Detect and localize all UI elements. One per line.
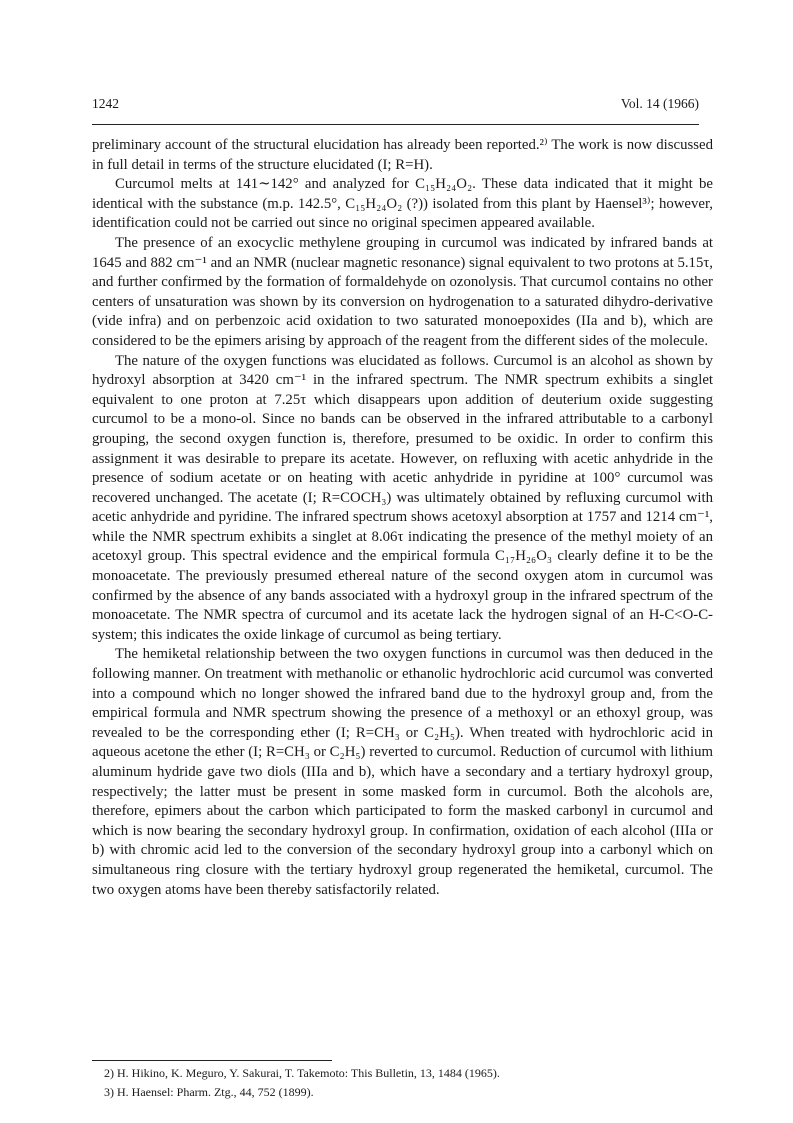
volume-label: Vol. 14 (1966) xyxy=(620,96,699,111)
paragraph: The nature of the oxygen functions was elucidated as follows. Curcumol is an alcohol as shown by hydroxyl absorption at 3420 cm⁻¹ in the infrared spectrum. The NMR spectrum exhibits a singlet equivalent to one proton at 7.25τ which disappears upon addition of deuterium oxide suggesting curcumol to be a mono-ol. Since no bands can be observed in the infrared attributable to a carbonyl grouping, the second oxygen function is, therefore, presumed to be oxidic. In order to confirm this assignment it was desirable to prepare its acetate. However, on refluxing with acetic anhydride in the presence of sodium acetate or on heating with acetic anhydride in pyridine at 100° curcumol was recovered unchanged. The acetate (I; R=COCH₃) was ultimately obtained by refluxing curcumol with acetic anhydride and pyridine. The infrared spectrum shows acetoxyl absorption at 1757 and 1214 cm⁻¹, while the NMR spectrum exhibits a singlet at 8.06τ indicating the presence of the methyl moiety of an acetoxyl group. This spectral evidence and the empirical formula C₁₇H₂₆O₃ clearly define it to be the monoacetate. The previously presumed ethereal nature of the second oxygen atom in curcumol was confirmed by the absence of any bands associated with a hydroxyl group in the infrared spectrum of the monoacetate. The NMR spectra of curcumol and its acetate lack the hydrogen signal of an H-C<O-C- system; this indicates the oxide linkage of curcumol as being tertiary. xyxy=(92,352,713,643)
paragraph: preliminary account of the structural elucidation has already been reported.²⁾ The work is now discussed in full detail in terms of the structure elucidated (I; R=H). xyxy=(92,137,713,173)
footnote-rule xyxy=(92,1060,332,1061)
footnotes xyxy=(104,1064,500,1102)
page-number: 1242 xyxy=(92,96,119,111)
article-body xyxy=(92,136,713,900)
footnote: 3) H. Haensel: Pharm. Ztg., 44, 752 (1899). xyxy=(104,1085,314,1099)
paragraph: The hemiketal relationship between the two oxygen functions in curcumol was then deduced in the following manner. On treatment with methanolic or ethanolic hydrochloric acid curcumol was converted into a compound which no longer showed the infrared band due to the hydroxyl group and, from the empirical formula and NMR spectrum showing the presence of a methoxyl or an ethoxyl group, was revealed to be the corresponding ether (I; R=CH₃ or C₂H₅). When treated with hydrochloric acid in aqueous acetone the ether (I; R=CH₃ or C₂H₅) reverted to curcumol. Reduction of curcumol with lithium aluminum hydride gave two diols (IIIa and b), which have a secondary and a tertiary hydroxyl group, respectively; the latter must be present in some masked form in curcumol. Both the alcohols are, therefore, epimers about the carbon which participated to form the masked carbonyl in curcumol and which is now bearing the secondary hydroxyl group. In confirmation, oxidation of each alcohol (IIIa or b) with chromic acid led to the conversion of the secondary hydroxyl group into a carbonyl which on simultaneous ring closure with the tertiary hydroxyl group regenerated the hemiketal, curcumol. The two oxygen atoms have been thereby satisfactorily related. xyxy=(92,646,713,898)
running-header xyxy=(92,96,699,118)
paragraph: The presence of an exocyclic methylene grouping in curcumol was indicated by infrared bands at 1645 and 882 cm⁻¹ and an NMR (nuclear magnetic resonance) signal equivalent to two protons at 5.15τ, and further confirmed by the formation of formaldehyde on ozonolysis. That curcumol contains no other centers of unsaturation was shown by its conversion on hydrogenation to a saturated dihydro-derivative (vide infra) and on perbenzoic acid oxidation to two saturated monoepoxides (IIa and b), which are considered to be the epimers arising by approach of the reagent from the different sides of the molecule. xyxy=(92,234,713,349)
footnote: 2) H. Hikino, K. Meguro, Y. Sakurai, T. Takemoto: This Bulletin, 13, 1484 (1965). xyxy=(104,1066,500,1080)
paragraph: Curcumol melts at 141∼142° and analyzed for C₁₅H₂₄O₂. These data indicated that it might be identical with the substance (m.p. 142.5°, C₁₅H₂₄O₂ (?)) isolated from this plant by Haensel³⁾; however, identification could not be carried out since no original specimen appeared available. xyxy=(92,176,713,232)
header-rule xyxy=(92,124,699,125)
